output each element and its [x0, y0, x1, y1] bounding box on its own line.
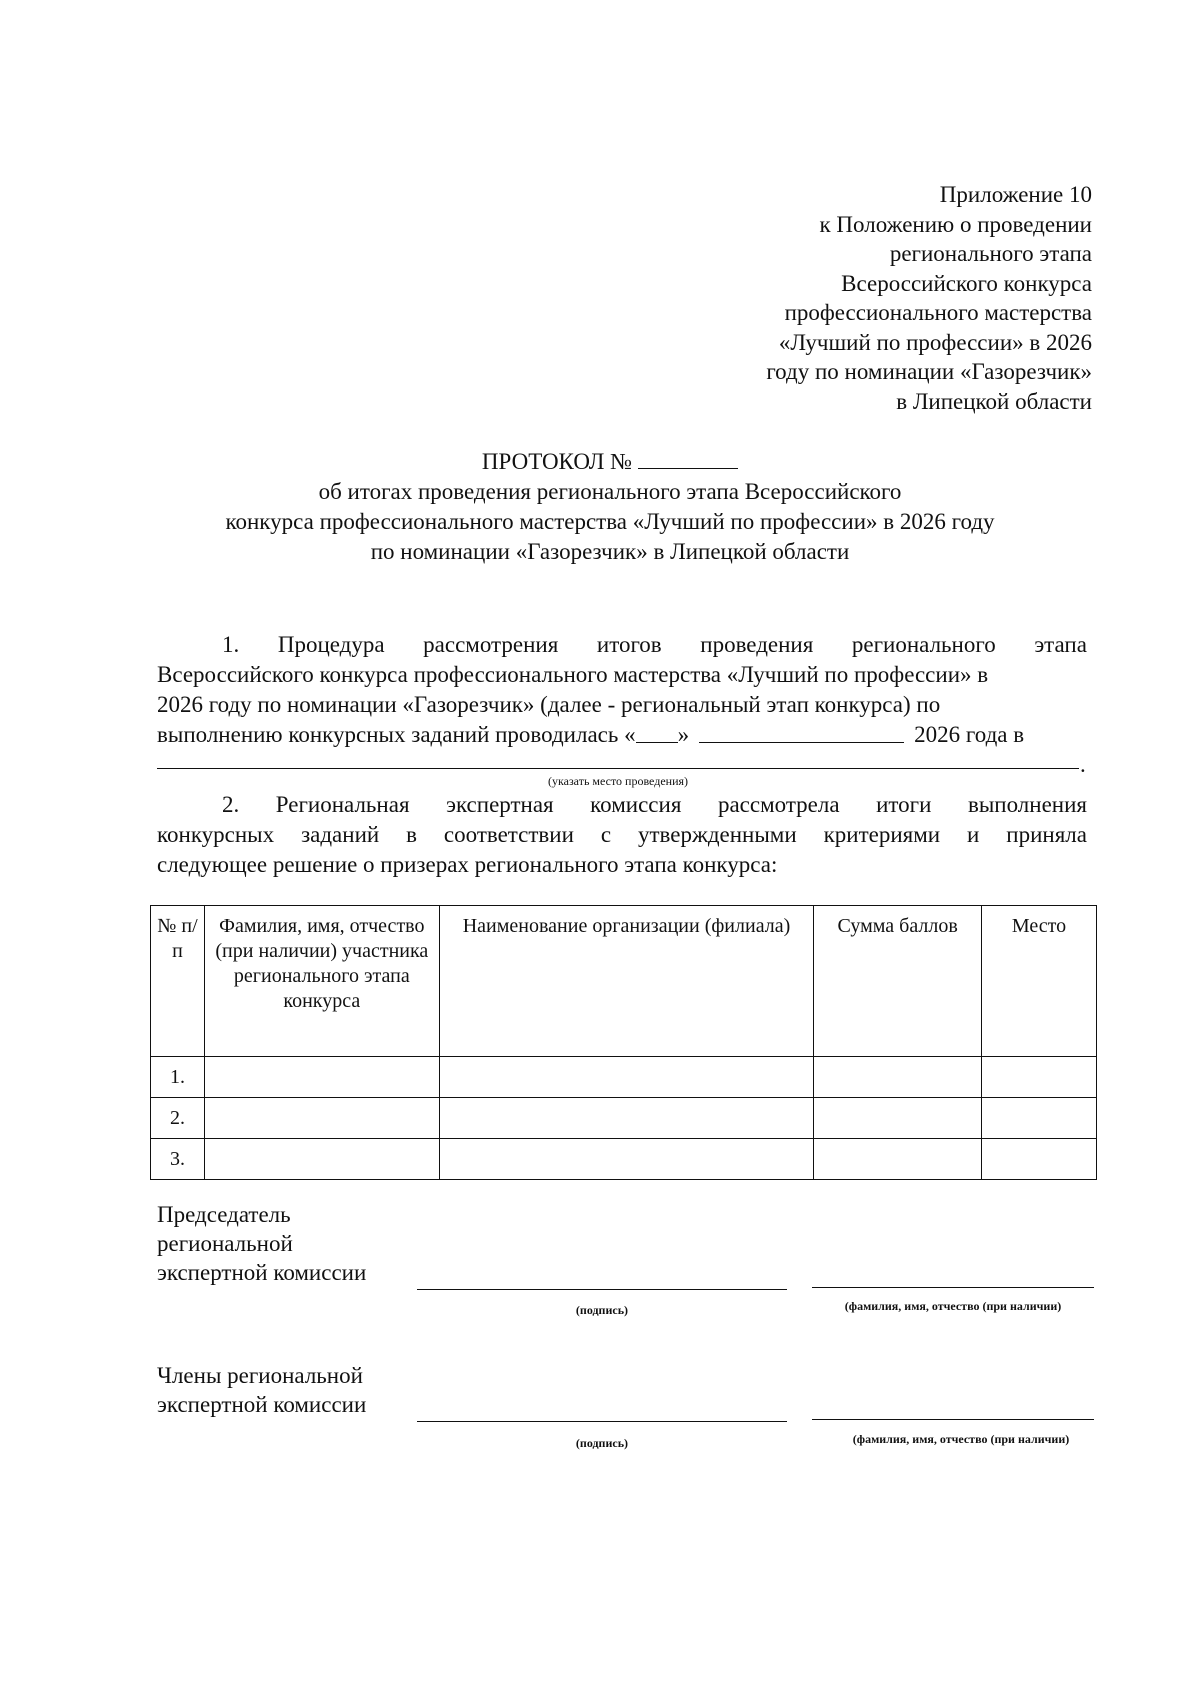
word: и: [967, 822, 980, 847]
title-line: об итогах проведения регионального этапа Всероссийского: [318, 479, 902, 504]
word: комиссия: [590, 792, 682, 817]
header-participant: Фамилия, имя, отчество (при наличии) участника регионального этапа конкурса: [204, 906, 439, 1057]
paragraph-2: [157, 790, 1087, 880]
chairman-label-line: экспертной комиссии: [157, 1260, 367, 1285]
cell-participant[interactable]: [204, 1057, 439, 1098]
protocol-number-blank: [638, 446, 738, 469]
members-label-line: Члены региональной: [157, 1363, 363, 1388]
appendix-line: Всероссийского конкурса: [841, 270, 1092, 296]
word: соответствии: [443, 822, 574, 847]
cell-place[interactable]: [982, 1057, 1097, 1098]
date-quote-close: »: [677, 722, 690, 747]
title-line: конкурса профессионального мастерства «Лучший по профессии» в 2026 году: [225, 509, 995, 534]
appendix-block: [766, 180, 1092, 416]
cell-participant[interactable]: [204, 1098, 439, 1139]
header-score: Сумма баллов: [814, 906, 982, 1057]
appendix-line: в Липецкой области: [896, 388, 1092, 414]
row-number: 1.: [151, 1057, 205, 1098]
table-header-row: [151, 906, 1097, 1057]
word: 1.: [222, 632, 240, 657]
word: выполнения: [967, 792, 1087, 817]
word: заданий: [301, 822, 380, 847]
header-place: Место: [982, 906, 1097, 1057]
date-suffix: 2026 года в: [914, 722, 1025, 747]
word: итогов: [596, 632, 662, 657]
protocol-heading-text: ПРОТОКОЛ №: [481, 449, 633, 474]
appendix-line: «Лучший по профессии» в 2026: [778, 329, 1092, 355]
cell-score[interactable]: [814, 1057, 982, 1098]
appendix-line: регионального этапа: [889, 241, 1092, 266]
cell-place[interactable]: [982, 1139, 1097, 1180]
paragraph-line: 2026 году по номинации «Газорезчик» (далее - региональный этап конкурса) по: [157, 692, 941, 717]
appendix-line: году по номинации «Газорезчик»: [766, 359, 1092, 384]
cell-participant[interactable]: [204, 1139, 439, 1180]
header-number: № п/п: [151, 906, 205, 1057]
chairman-label: [157, 1200, 366, 1287]
cell-organization[interactable]: [439, 1098, 814, 1139]
word: регионального: [851, 632, 996, 657]
word: экспертная: [446, 792, 554, 817]
word: Региональная: [275, 792, 410, 817]
chairman-name-line[interactable]: [812, 1287, 1094, 1288]
word: рассмотрения: [423, 632, 559, 657]
chairman-name-note: (фамилия, имя, отчество (при наличии): [844, 1299, 1062, 1313]
place-note: (указать место проведения): [547, 774, 689, 788]
members-label-line: экспертной комиссии: [157, 1392, 367, 1417]
cell-organization[interactable]: [439, 1057, 814, 1098]
word: с: [600, 822, 612, 847]
paragraph-line: следующее решение о призерах регионального этапа конкурса:: [157, 852, 778, 877]
place-blank-line: [157, 768, 1079, 769]
cell-place[interactable]: [982, 1098, 1097, 1139]
word: 2.: [222, 792, 240, 817]
cell-organization[interactable]: [439, 1139, 814, 1180]
results-table: [150, 905, 1097, 1180]
word: итоги: [876, 792, 932, 817]
chairman-signature-note: (подпись): [575, 1303, 629, 1317]
header-organization: Наименование организации (филиала): [439, 906, 814, 1057]
row-number: 2.: [151, 1098, 205, 1139]
members-signature-note: (подпись): [575, 1436, 629, 1450]
members-name-line[interactable]: [812, 1419, 1094, 1420]
cell-score[interactable]: [814, 1098, 982, 1139]
word: критериями: [823, 822, 941, 847]
word: приняла: [1006, 822, 1087, 847]
word: рассмотрела: [717, 792, 840, 817]
paragraph-line: Всероссийского конкурса профессионального мастерства «Лучший по профессии» в: [157, 662, 989, 687]
word: в: [406, 822, 417, 847]
cell-score[interactable]: [814, 1139, 982, 1180]
month-blank: [699, 720, 904, 743]
table-row: [151, 1139, 1097, 1180]
paragraph-line: [157, 630, 1087, 660]
members-label: [157, 1361, 366, 1419]
table-row: [151, 1098, 1097, 1139]
word: конкурсных: [157, 822, 275, 847]
protocol-heading: [140, 446, 1080, 477]
paragraph-line: [157, 790, 1087, 820]
appendix-line: Приложение 10: [939, 182, 1092, 207]
appendix-line: профессионального мастерства: [784, 300, 1092, 325]
paragraph-line: [157, 820, 1087, 850]
word: проведения: [700, 632, 814, 657]
day-blank: [636, 720, 678, 743]
chairman-label-line: Председатель: [157, 1202, 291, 1227]
place-end-dot: .: [1080, 752, 1086, 777]
appendix-line: к Положению о проведении: [819, 211, 1092, 237]
title-line: по номинации «Газорезчик» в Липецкой области: [370, 539, 850, 564]
members-name-note: (фамилия, имя, отчество (при наличии): [852, 1432, 1070, 1446]
paragraph-1: [157, 630, 1087, 750]
paragraph-line: [157, 720, 1087, 750]
table-row: [151, 1057, 1097, 1098]
members-signature-line[interactable]: [417, 1421, 787, 1422]
row-number: 3.: [151, 1139, 205, 1180]
date-prefix: выполнению конкурсных заданий проводилась «: [157, 722, 636, 747]
word: этапа: [1034, 632, 1087, 657]
word: утвержденными: [637, 822, 797, 847]
protocol-title: [140, 446, 1080, 567]
chairman-label-line: региональной: [157, 1231, 293, 1256]
chairman-signature-line[interactable]: [417, 1289, 787, 1290]
word: Процедура: [277, 632, 385, 657]
